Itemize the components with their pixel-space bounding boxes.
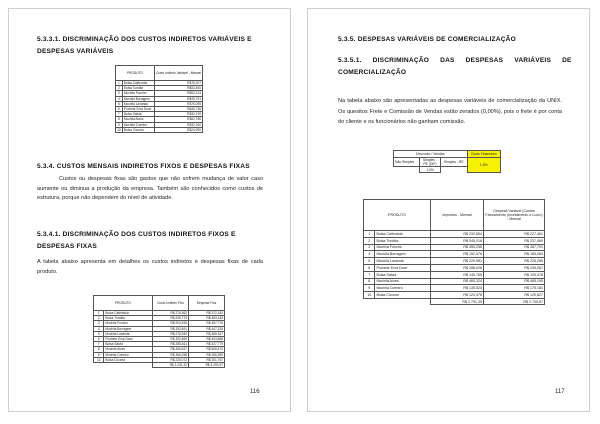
table-row: 7 Bolsa Sálvia R$ 145,765 R$ 109,478	[364, 271, 545, 278]
table-total-row: R$ 2.791,35 R$ 2.709,67	[364, 298, 545, 304]
section-heading-5-3-3-1: 5.3.3.1. DISCRIMINAÇÃO DOS CUSTOS INDIRETOS VARIÁVEIS E	[37, 36, 252, 43]
section-heading-5-3-4-1-cont: DESPESAS FIXAS	[37, 243, 97, 250]
table-row: 5 Mochila Lavanda R$ 229,981 R$ 226,285	[364, 258, 545, 265]
table-row: 5 Mochila Lavanda R$76,095	[116, 101, 203, 106]
table-fixed-costs	[93, 295, 225, 368]
table-row: 8 Mochila Aloes R$ 456,627 R$ 608,470	[94, 347, 225, 352]
table-row: 6 Pochete Erva Doce R$ 286,028 R$ 255,067	[364, 264, 545, 271]
table-row: 9 Mochila Coentro R$32,160	[116, 122, 203, 127]
table-row: 3 Mochila Funcho R$52,313	[116, 91, 203, 96]
table-row: 2 Bolsa Tundita R$53,460	[116, 86, 203, 91]
paragraph-fixed-costs: Custos ou despesas fixas são gastos que não sofrem mudança de valor caso aumente ou diminua a produção da empresa. Também são conhecidos como custos de estrutura, porque não dependem do nível de atividade.	[37, 176, 263, 201]
col-header-product: PRODUTO	[364, 200, 431, 231]
section-heading-5-3-4: 5.3.4. CUSTOS MENSAIS INDIRETOS FIXOS E DESPESAS FIXAS	[37, 163, 250, 170]
table-row: 10 Bolsa Cicuma R$ 226,072 R$ 301,767	[94, 357, 225, 362]
table-row: 8 Mochila Aloes R$ 465,324 R$ 465,195	[364, 278, 545, 285]
table-row: 9 Mochila Coentro R$ 135,520 R$ 175,181	[364, 285, 545, 292]
table-row: 5 Mochila Lavanda R$ 276,930 R$ 369,947	[94, 331, 225, 336]
col-header-discount: Desconto / Vendas	[394, 151, 468, 158]
page-left	[8, 8, 291, 412]
paragraph-fixed-table-intro: A tabela abaixo apresenta em detalhes os custos indiretos e despesas fixas de cada produto.	[37, 259, 263, 275]
section-heading-5-3-5: 5.3.5. DESPESAS VARIÁVEIS DE COMERCIALIZAÇÃO	[338, 36, 516, 43]
paragraph-variable-expenses: Na tabela abaixo são apresentadas as despesas variáveis de comercialização da UNIX. Os quesitos Frete e Comissão de Vendas estão zerados (0,00%), pois o frete é por conta do cliente e os funcionários não ganham comissão.	[338, 98, 562, 125]
table-sales-discount: Desconto / Vendas Custo Financeiro Não Simples Simples - PE (DIF) Simples - RE 1,5% 1,0%	[393, 150, 501, 173]
table-row: 1 Bolsa Calêndula R$ 232,654 R$ 227,461	[364, 231, 545, 238]
section-heading-5-3-5-1-cont: COMERCIALIZAÇÃO	[338, 69, 407, 76]
table-total-row: R$ 1.231,22 R$ 4.290,97	[94, 363, 225, 368]
table-row: 7 Bolsa Sálvia R$ 285,461 R$ 427,779	[94, 342, 225, 347]
table-row: 4 Mochila Borragem R$ 193,691 R$ 447,226	[94, 326, 225, 331]
table-row: 3 Mochila Funcho R$ 202,535 R$ 467,776	[94, 321, 225, 326]
table-row: 1 Bolsa Calêndula R$ 276,362 R$ 372,182	[94, 311, 225, 316]
col-header-financial-cost: Custo Financeiro	[467, 151, 500, 158]
col-header-taxes: Impostos - Mensal	[431, 200, 484, 231]
section-heading-5-3-3-1-cont: DESPESAS VARIÁVEIS	[37, 48, 114, 55]
table-row: 1 Bolsa Calêndula R$76,207	[116, 81, 203, 86]
table-row: 10 Bolsa Cicuma R$ 123,478 R$ 120,627	[364, 292, 545, 299]
table-row: 10 Bolsa Cicuma R$24,090	[117, 127, 201, 132]
col-header-variable-expense: Despesa Variável (Custos Faturamento (Investimento e Lucro) - Mensal	[484, 200, 545, 231]
table-row: 8 Mochila Aloes R$62,786	[116, 117, 203, 122]
table-row: 2 Bolsa Tundita R$ 345,016 R$ 237,069	[364, 237, 545, 244]
table-row: 4 Mochila Borragem R$ 152,576 R$ 165,064	[364, 251, 545, 258]
col-header-cost: Custo Indireto Variável - Mensal	[154, 66, 202, 81]
col-header-fixed-expense: Despesa Fixa	[189, 296, 225, 311]
col-header-product: PRODUTO	[116, 66, 155, 81]
col-header-product: PRODUTO	[94, 296, 153, 311]
table-row: 6 Pochete Erva Doce R$46,736	[116, 107, 203, 112]
table-row: 3 Mochila Funcho R$ 455,256 R$ 467,791	[364, 244, 545, 251]
page-right	[307, 8, 590, 412]
page-number: 116	[250, 389, 260, 395]
section-heading-5-3-4-1: 5.3.4.1. DISCRIMINAÇÃO DOS CUSTOS INDIRETOS FIXOS E	[37, 231, 236, 238]
table-row: 2 Bolsa Tundita R$ 205,775 R$ 483,345	[94, 316, 225, 321]
table-row: 6 Pochete Erva Doce R$ 302,669 R$ 403,866	[94, 337, 225, 342]
table-variable-commercial-expenses	[363, 199, 545, 305]
table-row: 7 Bolsa Sálvia R$32,139	[116, 112, 203, 117]
page-number: 117	[555, 389, 565, 395]
table-row: 9 Mochila Coentro R$ 366,258 R$ 266,959	[94, 352, 225, 357]
section-heading-5-3-5-1: 5.3.5.1. DISCRIMINAÇÃO DAS DESPESAS VARIÁVEIS DE	[338, 57, 572, 64]
table-row: 4 Mochila Borragem R$49,751	[116, 96, 203, 101]
table-variable-costs	[115, 65, 203, 133]
col-header-indirect-fixed: Custo Indireto Fixo	[153, 296, 189, 311]
